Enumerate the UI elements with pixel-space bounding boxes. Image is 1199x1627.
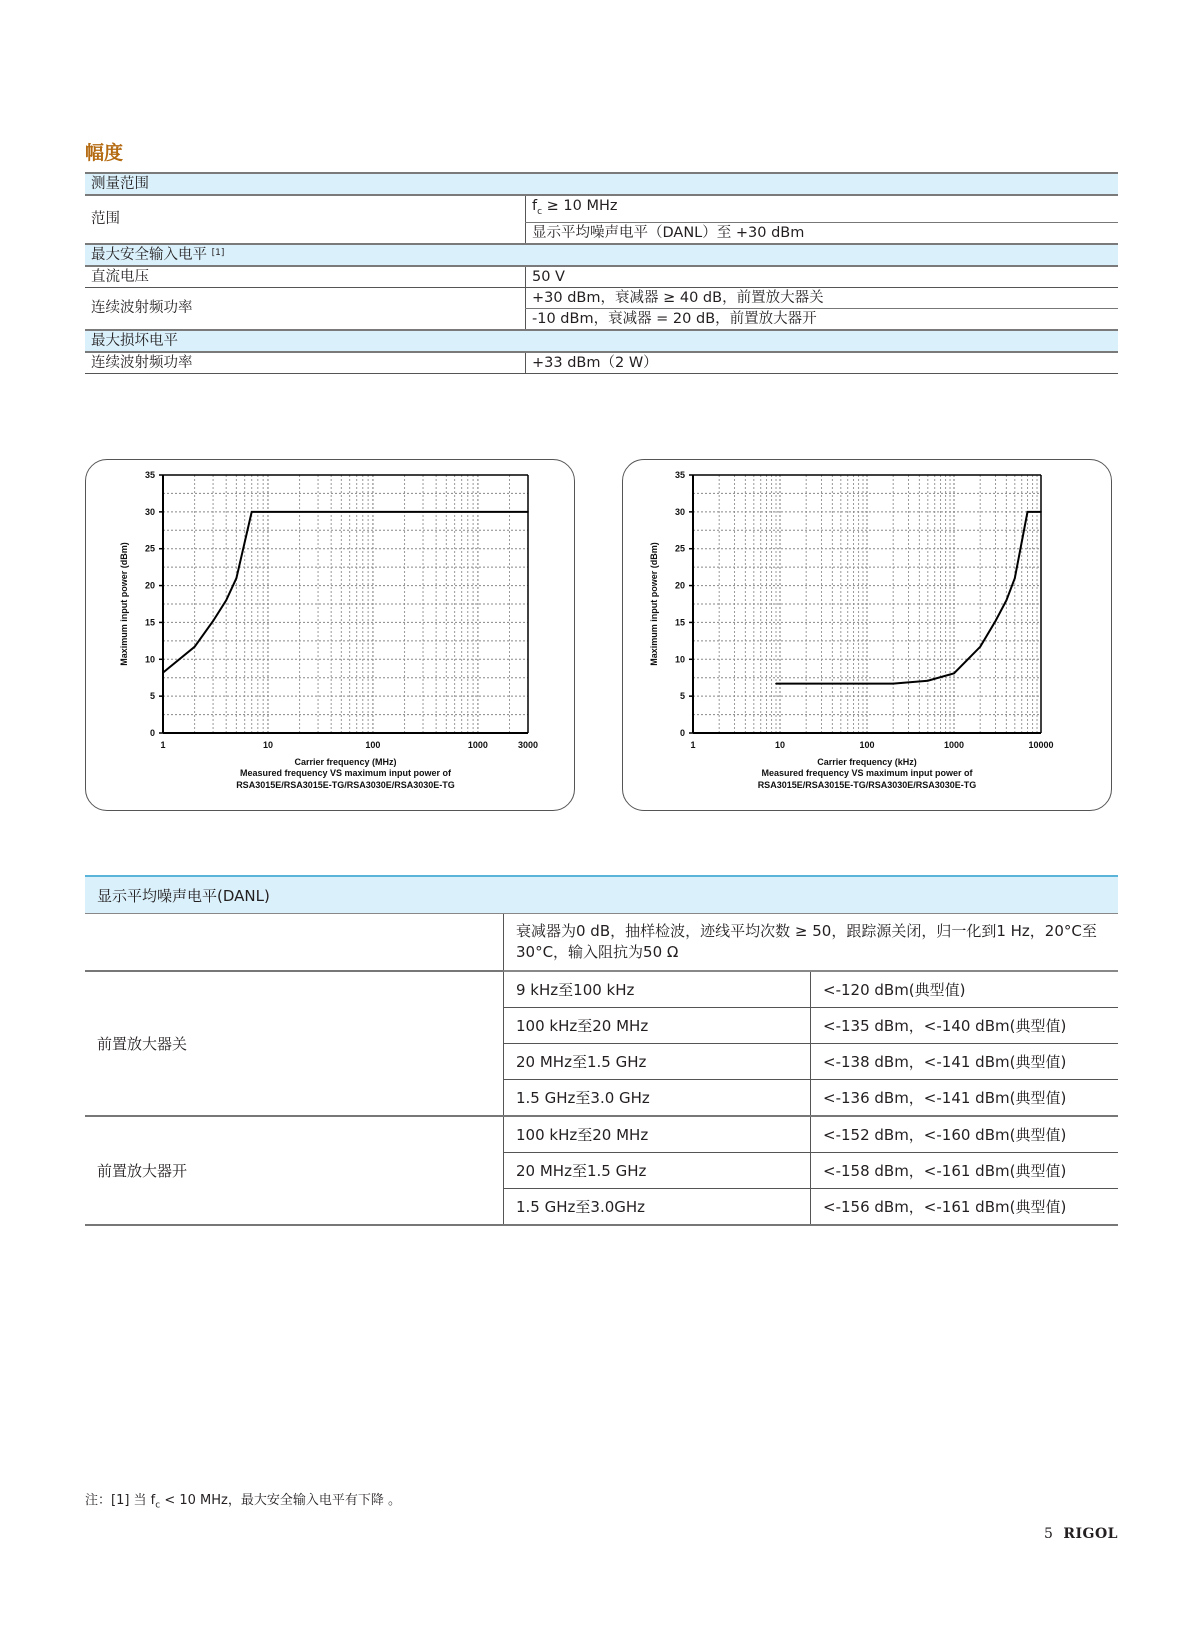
data-point — [979, 646, 981, 648]
chart-caption-line2: RSA3015E/RSA3015E-TG/RSA3030E/RSA3030E-TG — [236, 780, 455, 790]
subscript-c: c — [537, 206, 543, 217]
y-tick-label: 25 — [674, 543, 685, 554]
header-text: 最大损坏电平 — [85, 330, 1118, 352]
frequency-range: 9 kHz至100 kHz — [504, 971, 811, 1008]
table-row — [85, 287, 1118, 308]
empty-cell — [85, 914, 504, 972]
y-tick-label: 20 — [144, 580, 155, 591]
y-tick-label: 10 — [674, 654, 685, 665]
footnote-ref: [1] — [211, 247, 225, 258]
frequency-range: 20 MHz至1.5 GHz — [504, 1153, 811, 1189]
chart-svg — [623, 460, 1111, 810]
danl-value: <-136 dBm，<-141 dBm(典型值) — [811, 1080, 1119, 1117]
chart-caption-line1: Measured frequency VS maximum input power of — [239, 768, 452, 778]
chart-khz-max-input-power — [622, 459, 1112, 811]
y-tick-label: 5 — [149, 691, 155, 702]
table-row — [85, 352, 1118, 374]
x-axis-label: Carrier frequency (MHz) — [294, 757, 397, 767]
row-value: 50 V — [526, 266, 1119, 288]
data-point — [1027, 511, 1029, 513]
data-point — [866, 683, 868, 685]
series-line — [776, 512, 1041, 684]
header-text: 测量范围 — [85, 173, 1118, 195]
symbol-f: f — [532, 198, 538, 214]
danl-value: <-120 dBm(典型值) — [811, 971, 1119, 1008]
row-label-dc-voltage: 直流电压 — [85, 266, 526, 288]
data-point — [927, 680, 929, 682]
group-header-max-damage — [85, 330, 1118, 352]
row-value: +30 dBm，衰减器 ≥ 40 dB，前置放大器关 — [526, 287, 1119, 308]
preamp-group-label: 前置放大器关 — [85, 971, 504, 1116]
page-number: 5 — [1043, 1526, 1053, 1542]
header-cell — [85, 244, 1118, 266]
data-point — [1040, 511, 1042, 513]
group-header-measure-range — [85, 173, 1118, 195]
chart-svg — [86, 460, 574, 810]
frequency-range: 20 MHz至1.5 GHz — [504, 1044, 811, 1080]
data-point — [267, 511, 269, 513]
row-label-range: 范围 — [85, 195, 526, 244]
y-axis-label: Maximum input power (dBm) — [649, 542, 659, 666]
data-point — [775, 683, 777, 685]
data-point — [1006, 600, 1008, 602]
frequency-range: 1.5 GHz至3.0 GHz — [504, 1080, 811, 1117]
data-point — [236, 577, 238, 579]
x-tick-label: 10000 — [1028, 740, 1054, 750]
danl-value: <-135 dBm，<-140 dBm(典型值) — [811, 1008, 1119, 1044]
row-label-cw-power: 连续波射频功率 — [85, 352, 526, 374]
data-point — [372, 511, 374, 513]
danl-row — [85, 1116, 1118, 1153]
frequency-range: 1.5 GHz至3.0GHz — [504, 1189, 811, 1226]
x-tick-label: 1 — [160, 740, 166, 750]
y-tick-label: 30 — [674, 506, 685, 517]
chart-mhz-max-input-power — [85, 459, 575, 811]
y-tick-label: 35 — [144, 470, 155, 480]
row-label-cw-power: 连续波射频功率 — [85, 287, 526, 330]
data-point — [225, 600, 227, 602]
x-tick-label: 10 — [774, 740, 786, 750]
grid — [163, 475, 528, 733]
note-subscript: c — [155, 1500, 161, 1511]
x-tick-label: 1000 — [467, 740, 488, 750]
footnote — [85, 1489, 401, 1511]
note-suffix: < 10 MHz，最大安全输入电平有下降 。 — [160, 1493, 401, 1508]
group-header-max-safe-input — [85, 244, 1118, 266]
chart-caption-line1: Measured frequency VS maximum input power of — [761, 768, 973, 778]
amplitude-spec-table — [85, 172, 1118, 374]
y-tick-label: 35 — [674, 470, 685, 480]
grid — [693, 475, 1041, 733]
table-row — [85, 195, 1118, 222]
brand-logo: RIGOL — [1063, 1526, 1118, 1542]
frequency-range: 100 kHz至20 MHz — [504, 1116, 811, 1153]
section-title: 幅度 — [85, 142, 124, 164]
y-tick-label: 5 — [679, 691, 685, 702]
danl-value: <-138 dBm，<-141 dBm(典型值) — [811, 1044, 1119, 1080]
row-value: -10 dBm，衰减器 = 20 dB，前置放大器开 — [526, 308, 1119, 330]
data-point — [527, 511, 529, 513]
table-row — [85, 266, 1118, 288]
y-axis-label: Maximum input power (dBm) — [119, 542, 129, 666]
conditions-text: 衰减器为0 dB，抽样检波，迹线平均次数 ≥ 50，跟踪源关闭，归一化到1 Hz，20°C至30°C，输入阻抗为50 Ω — [504, 914, 1119, 972]
x-tick-label: 3000 — [517, 740, 539, 750]
x-tick-label: 10 — [262, 740, 273, 750]
danl-value: <-156 dBm，<-161 dBm(典型值) — [811, 1189, 1119, 1226]
data-point — [995, 620, 997, 622]
danl-value: <-158 dBm，<-161 dBm(典型值) — [811, 1153, 1119, 1189]
y-tick-label: 25 — [144, 543, 155, 554]
data-point — [1014, 577, 1016, 579]
danl-header: 显示平均噪声电平(DANL) — [85, 876, 1118, 914]
y-tick-label: 15 — [144, 617, 155, 628]
page-footer — [1044, 1526, 1118, 1542]
data-point — [251, 511, 253, 513]
danl-row — [85, 971, 1118, 1008]
data-point — [194, 646, 196, 648]
frequency-range: 100 kHz至20 MHz — [504, 1008, 811, 1044]
data-point — [162, 672, 164, 674]
danl-value: <-152 dBm，<-160 dBm(典型值) — [811, 1116, 1119, 1153]
x-tick-label: 100 — [859, 740, 875, 750]
note-prefix: 注：[1] 当 f — [85, 1493, 156, 1508]
row-value — [526, 195, 1119, 222]
y-tick-label: 15 — [674, 617, 685, 628]
y-tick-label: 0 — [679, 728, 685, 738]
conditions-row — [85, 914, 1118, 972]
header-text: 最大安全输入电平 — [91, 246, 207, 263]
x-tick-label: 1000 — [943, 740, 965, 750]
data-point — [212, 620, 214, 622]
y-tick-label: 10 — [144, 654, 155, 665]
data-point — [953, 672, 955, 674]
chart-caption-line2: RSA3015E/RSA3015E-TG/RSA3030E/RSA3030E-TG — [757, 780, 977, 790]
danl-table — [85, 875, 1118, 1226]
y-tick-label: 0 — [149, 728, 155, 738]
y-tick-label: 30 — [144, 506, 155, 517]
row-value: 显示平均噪声电平（DANL）至 +30 dBm — [526, 222, 1119, 244]
preamp-group-label: 前置放大器开 — [85, 1116, 504, 1225]
data-point — [892, 683, 894, 685]
x-tick-label: 100 — [365, 740, 381, 750]
value-text: ≥ 10 MHz — [542, 198, 618, 214]
y-tick-label: 20 — [674, 580, 685, 591]
data-point — [477, 511, 479, 513]
row-value: +33 dBm（2 W） — [526, 352, 1119, 374]
x-axis-label: Carrier frequency (kHz) — [817, 757, 917, 767]
x-tick-label: 1 — [690, 740, 696, 750]
danl-header-row — [85, 876, 1118, 914]
